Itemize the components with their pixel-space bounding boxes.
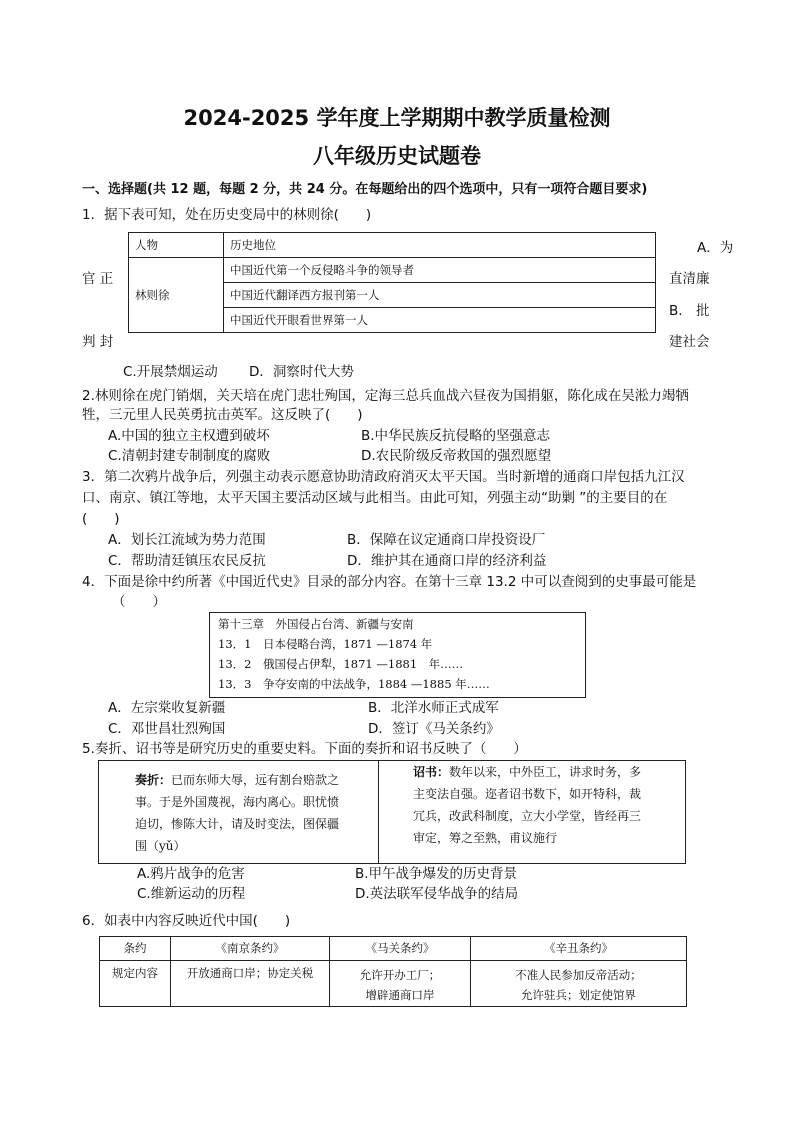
q4-contents-item: 13．2 俄国侵占伊犁，1871 —1881 年……: [218, 657, 464, 671]
q6-header-treaty: 条约: [100, 937, 171, 961]
q4-option-b: B．北洋水师正式成军: [368, 700, 499, 716]
q5-option-a: A.鸦片战争的危害: [137, 866, 245, 882]
q3-option-c: C．帮助清廷镇压农民反抗: [108, 553, 266, 569]
q6-cell-maguan-line1: 允许开办工厂；: [359, 968, 441, 982]
q1-option-a-part3: 直清廉: [669, 271, 710, 287]
q1-table-person: 林则徐: [129, 258, 224, 333]
q4-contents-item: 13．3 争夺安南的中法战争，1884 —1885 年……: [218, 677, 490, 691]
q2-option-d: D.农民阶级反帝救国的强烈愿望: [361, 448, 552, 464]
q4-stem-line1: 4．下面是徐中约所著《中国近代史》目录的部分内容。在第十三章 13.2 中可以查阅到的史事最可能是: [82, 574, 697, 590]
q5-option-c: C.维新运动的历程: [137, 886, 246, 902]
q1-option-c: C.开展禁烟运动: [123, 364, 218, 380]
q5-edict-label: 诏书：: [413, 765, 450, 779]
q3-stem-line3: ( ): [82, 511, 120, 527]
q5-edict: [413, 761, 651, 849]
q1-table-header-person: 人物: [129, 233, 224, 258]
q2-stem-line1: 2.林则徐在虎门销烟，关天培在虎门悲壮殉国，定海三总兵血战六昼夜为国捐躯，陈化成在吴淞力竭牺: [82, 388, 689, 404]
q4-contents-chapter: 第十三章 外国侵占台湾、新疆与安南: [218, 617, 414, 631]
q4-contents-box: [209, 612, 586, 698]
q1-option-b-part1: B. 批: [669, 303, 710, 319]
q6-row-label: 规定内容: [100, 961, 171, 1007]
q6-cell-xinchou-line2: 允许驻兵；划定使馆界: [521, 988, 636, 1002]
q1-table-row: 中国近代翻译西方报刊第一人: [224, 283, 656, 308]
exam-title: 2024-2025 学年度上学期期中教学质量检测: [183, 106, 611, 130]
q2-option-c: C.清朝封建专制制度的腐败: [108, 448, 271, 464]
q2-option-b: B.中华民族反抗侵略的坚强意志: [361, 428, 551, 444]
q6-cell-nanjing: 开放通商口岸；协定关税: [171, 961, 330, 1007]
q1-stem: 1．据下表可知，处在历史变局中的林则徐( ): [82, 207, 372, 223]
q5-memorial-text: 已而东师大辱，远有割台赔款之事。于是外国蔑视，海内离心。职忧愤迫切，惨陈大计，请及时变法，图保疆围（yǔ）: [135, 773, 340, 853]
q1-table: [128, 232, 656, 333]
q6-table: [99, 936, 687, 1007]
q4-option-d: D．签订《马关条约》: [368, 721, 500, 737]
q3-stem-line1: 3．第二次鸦片战争后，列强主动表示愿意协助清政府消灭太平天国。当时新增的通商口岸包括九江汉: [82, 469, 685, 485]
q4-contents-item: 13．1 日本侵略台湾，1871 —1874 年: [218, 637, 433, 651]
q3-option-b: B．保障在议定通商口岸投资设厂: [347, 532, 546, 548]
q1-table-row: 中国近代开眼看世界第一人: [224, 308, 656, 333]
q6-cell-maguan: [330, 961, 471, 1007]
q4-stem-line2: （ ）: [112, 594, 166, 610]
q6-cell-xinchou-line1: 不准人民参加反帝活动；: [515, 968, 642, 982]
q5-stem: 5.奏折、诏书等是研究历史的重要史料。下面的奏折和诏书反映了（ ）: [82, 741, 527, 757]
q3-stem-line2: 口、南京、镇江等地，太平天国主要活动区域与此相当。由此可知，列强主动“助剿 ”的主要目的在: [82, 490, 668, 506]
q1-option-a-part2: 官 正: [82, 271, 114, 287]
q5-option-b: B.甲午战争爆发的历史背景: [355, 866, 518, 882]
q6-header-nanjing: 《南京条约》: [171, 937, 330, 961]
q2-stem-line2: 牲，三元里人民英勇抗击英军。这反映了( ): [82, 407, 363, 423]
q1-table-row: 中国近代第一个反侵略斗争的领导者: [224, 258, 656, 283]
q1-option-b-part2: 判 封: [82, 334, 114, 350]
q5-divider: [378, 761, 379, 863]
q5-memorial-label: 奏折：: [135, 773, 172, 787]
q6-stem: 6．如表中内容反映近代中国( ): [82, 913, 291, 929]
q3-option-d: D．维护其在通商口岸的经济利益: [347, 553, 547, 569]
section-heading: 一、选择题(共 12 题，每题 2 分，共 24 分。在每题给出的四个选项中，只有一项符合题目要求): [82, 182, 648, 197]
q4-option-c: C．邓世昌壮烈殉国: [108, 721, 226, 737]
q6-header-maguan: 《马关条约》: [330, 937, 471, 961]
q1-option-b-part3: 建社会: [669, 334, 710, 350]
q2-option-a: A.中国的独立主权遭到破坏: [108, 428, 270, 444]
q6-cell-maguan-line2: 增辟通商口岸: [365, 988, 435, 1002]
q4-option-a: A．左宗棠收复新疆: [108, 700, 226, 716]
q1-table-header-status: 历史地位: [224, 233, 656, 258]
q6-header-xinchou: 《辛丑条约》: [471, 937, 687, 961]
q5-sources-box: [98, 760, 686, 864]
q5-memorial: [135, 769, 349, 857]
q6-cell-xinchou: [471, 961, 687, 1007]
exam-subtitle: 八年级历史试题卷: [313, 144, 481, 168]
q3-option-a: A．划长江流域为势力范围: [108, 532, 266, 548]
q5-option-d: D.英法联军侵华战争的结局: [355, 886, 519, 902]
q5-edict-text: 数年以来，中外臣工，讲求时务，多主变法自强。迩者诏书数下，如开特科，裁冗兵，改武科制度，立大小学堂，皆经再三审定，筹之至熟，甫议施行: [413, 765, 642, 845]
q1-option-a-part1: A．为: [697, 240, 734, 256]
q1-option-d: D．洞察时代大势: [249, 364, 354, 380]
